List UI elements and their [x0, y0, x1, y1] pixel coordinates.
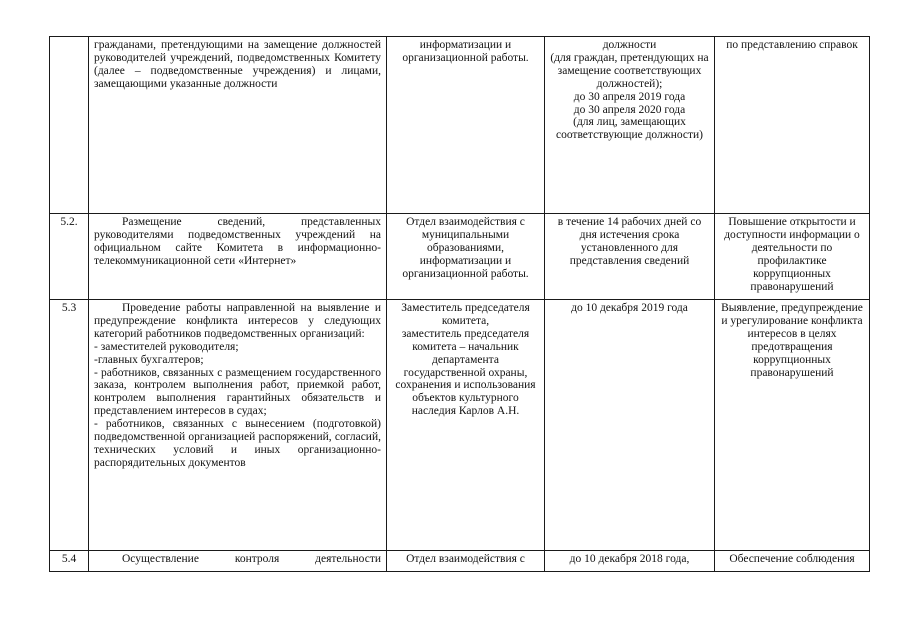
action-cell — [89, 37, 387, 214]
action-cell — [89, 300, 387, 551]
result-text: Повышение открытости и доступности информации о деятельности по профилактике коррупционных правонарушений — [724, 216, 860, 293]
action-text: гражданами, претендующими на замещение должностей руководителей учреждений, подведомственных Комитету (далее – подведомственные учреждения) и лицами, замещающими указанные должности — [94, 39, 381, 90]
table-row — [50, 214, 870, 300]
result-cell — [715, 551, 870, 572]
deadline-text: должности (для граждан, претендующих на замещение соответствующих должностей); до 30 апреля 2019 года до 30 апреля 2020 года (для лиц, замещающих соответствующие должности) — [550, 39, 709, 142]
deadline-text: до 10 декабря 2019 года — [571, 302, 688, 314]
table-row — [50, 300, 870, 551]
responsible-text: Отдел взаимодействия с — [406, 553, 525, 565]
deadline-cell — [545, 37, 715, 214]
action-line: - заместителей руководителя; — [94, 340, 239, 353]
deadline-text: в течение 14 рабочих дней со дня истечения срока установленного для представления сведений — [557, 216, 702, 267]
result-text: по представлению справок — [726, 39, 858, 51]
action-line: - работников, связанных с размещением государственного заказа, контролем выполнения работ, приемкой работ, контролем выполнения гарантийных обязательств и представлением интересов в судах; — [94, 366, 381, 418]
anticorruption-plan-table — [49, 36, 870, 572]
action-text: Размещение сведений, представленных руководителями подведомственных учреждений на официальном сайте Комитета в информационно-телекоммуникационной сети «Интернет» — [94, 216, 381, 267]
responsible-text: информатизации и организационной работы. — [402, 39, 529, 64]
action-cell — [89, 551, 387, 572]
table-row — [50, 37, 870, 214]
action-line: -главных бухгалтеров; — [94, 353, 204, 366]
responsible-cell — [387, 551, 545, 572]
action-line: - работников, связанных с вынесением (подготовкой) подведомственной организацией распоряжений, согласий, технических условий и иных организационно-распорядительных документов — [94, 418, 381, 469]
row-number: 5.4 — [50, 551, 89, 572]
responsible-text: Заместитель председателя комитета, заместитель председателя комитета – начальник департамента государственной охраны, сохранения и использования объектов культурного наследия Карлов А.Н. — [395, 302, 536, 418]
row-number: 5.3 — [50, 300, 89, 551]
deadline-text: до 10 декабря 2018 года, — [569, 553, 690, 565]
responsible-cell — [387, 37, 545, 214]
responsible-cell — [387, 300, 545, 551]
result-cell — [715, 37, 870, 214]
result-cell — [715, 300, 870, 551]
action-cell — [89, 214, 387, 300]
deadline-cell — [545, 300, 715, 551]
row-number — [50, 37, 89, 214]
table-row — [50, 551, 870, 572]
result-text: Обеспечение соблюдения — [729, 553, 855, 565]
deadline-cell — [545, 551, 715, 572]
action-text: Осуществление контроля деятельности — [122, 553, 381, 565]
row-number: 5.2. — [50, 214, 89, 300]
deadline-cell — [545, 214, 715, 300]
result-text: Выявление, предупреждение и урегулирование конфликта интересов в целях предотвращения коррупционных правонарушений — [721, 302, 863, 379]
action-line: Проведение работы направленной на выявление и предупреждение конфликта интересов у следующих категорий работников подведомственных организаций: — [94, 302, 381, 340]
result-cell — [715, 214, 870, 300]
responsible-text: Отдел взаимодействия с муниципальными образованиями, информатизации и организационной работы. — [402, 216, 529, 280]
responsible-cell — [387, 214, 545, 300]
